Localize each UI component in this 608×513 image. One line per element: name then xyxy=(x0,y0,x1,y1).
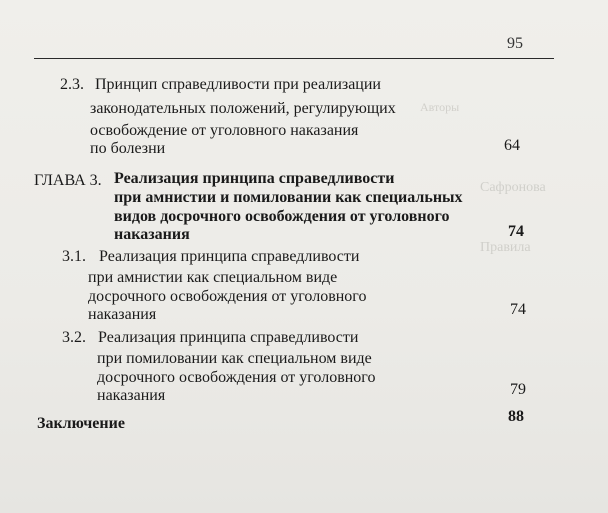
toc-conclusion-page: 88 xyxy=(508,408,524,425)
toc-2-3-title-line-1: Принцип справедливости при реализации xyxy=(95,76,381,93)
toc-3-2-title-line-2: при помиловании как специальном виде xyxy=(97,350,372,367)
header-rule xyxy=(34,58,554,59)
bleed-through-text: Правила xyxy=(480,240,531,255)
toc-chapter-3-label: ГЛАВА 3. xyxy=(34,172,102,189)
toc-2-3-title-line-4: по болезни xyxy=(90,140,166,157)
toc-3-1-title-line-2: при амнистии как специальном виде xyxy=(88,269,338,286)
page-number: 95 xyxy=(507,35,523,52)
toc-chapter-3-title-line-2: при амнистии и помиловании как специальных xyxy=(114,189,463,206)
toc-3-2-number: 3.2. xyxy=(62,329,86,346)
toc-3-2-title-line-3: досрочного освобождения от уголовного xyxy=(97,369,376,386)
toc-chapter-3-title-line-1: Реализация принципа справедливости xyxy=(114,170,395,187)
toc-conclusion-label: Заключение xyxy=(37,415,125,432)
toc-3-2-title-line-4: наказания xyxy=(97,387,166,404)
toc-3-1-number: 3.1. xyxy=(62,248,86,265)
toc-2-3-title-line-2: законодательных положений, регулирующих xyxy=(90,100,396,117)
toc-chapter-3-title-line-4: наказания xyxy=(114,226,190,243)
toc-2-3-number: 2.3. xyxy=(60,76,84,93)
toc-chapter-3-page: 74 xyxy=(508,223,524,240)
toc-chapter-3-title-line-3: видов досрочного освобождения от уголовного xyxy=(114,208,450,225)
bleed-through-text: Авторы xyxy=(420,100,460,114)
toc-3-1-title-line-3: досрочного освобождения от уголовного xyxy=(88,288,367,305)
toc-2-3-title-line-3: освобождение от уголовного наказания xyxy=(90,122,359,139)
bleed-through-text: Сафронова xyxy=(480,180,546,195)
toc-3-1-title-line-1: Реализация принципа справедливости xyxy=(99,248,360,265)
toc-3-2-title-line-1: Реализация принципа справедливости xyxy=(98,329,359,346)
toc-3-1-title-line-4: наказания xyxy=(88,306,157,323)
toc-3-2-page: 79 xyxy=(510,381,526,398)
toc-3-1-page: 74 xyxy=(510,301,526,318)
toc-2-3-page: 64 xyxy=(504,137,520,154)
